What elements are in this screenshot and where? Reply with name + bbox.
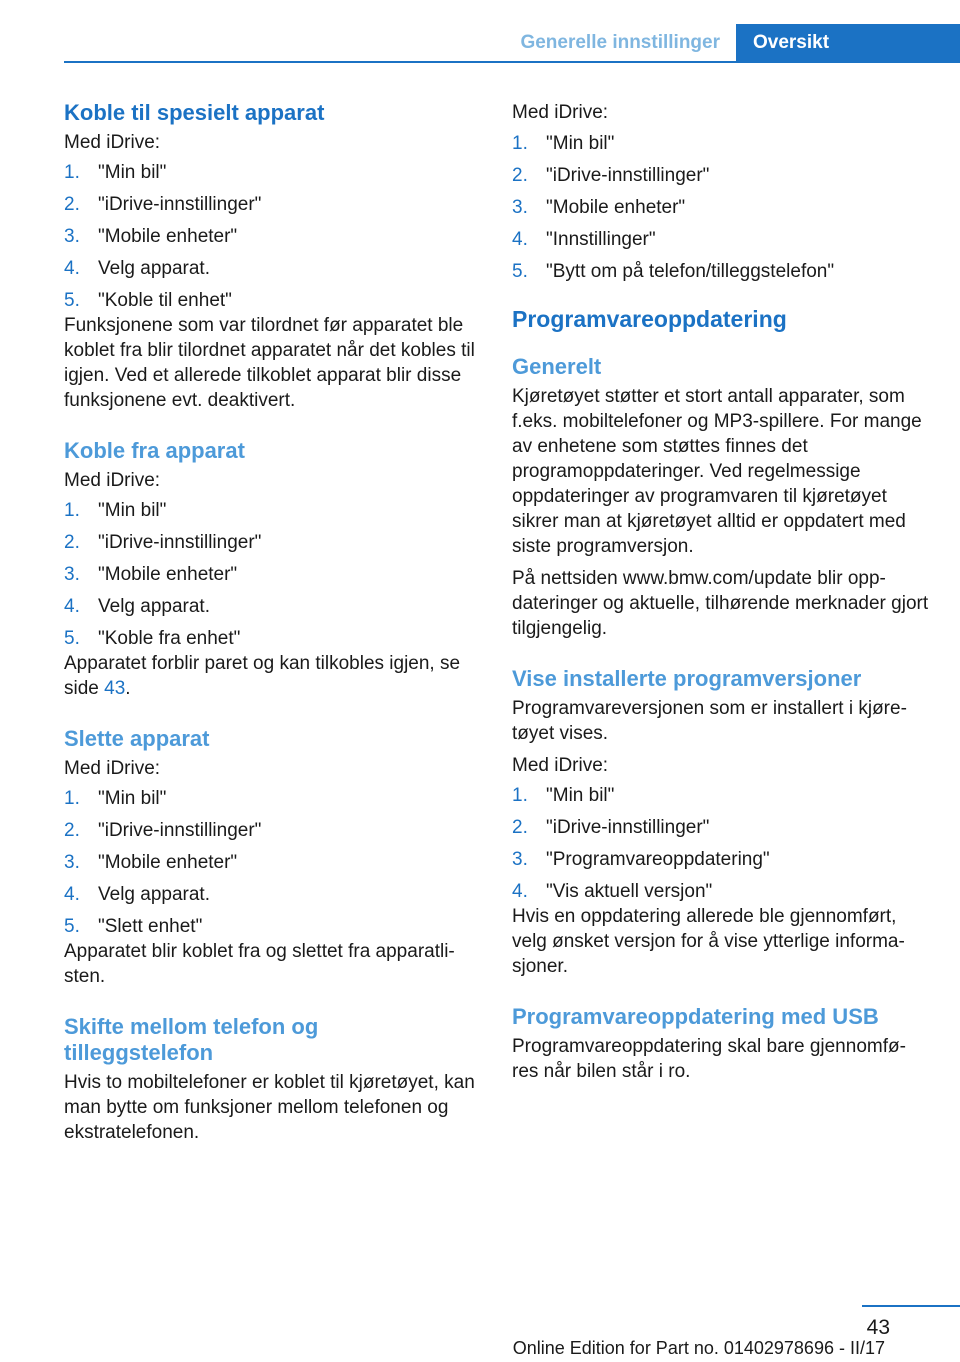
body-text: Apparatet forblir paret og kan tilkobles igjen, se side 43. (64, 653, 461, 699)
list-item: 3. "Mobile enheter" (512, 197, 686, 218)
heading-disconnect-device: Koble fra apparat (64, 438, 245, 463)
list-item: 4. "Innstillinger" (512, 229, 656, 250)
body-text: Apparatet blir koblet fra og slettet fra apparatli-sten. (64, 941, 455, 987)
header-chapter-tab: Generelle innstillinger (520, 32, 720, 53)
heading-show-versions: Vise installerte programversjoner (512, 666, 862, 691)
list-item: 3. "Programvareoppdatering" (512, 849, 770, 870)
heading-general: Generelt (512, 354, 602, 379)
list-item: 4. Velg apparat. (64, 596, 210, 617)
list-item: 2. "iDrive-innstillinger" (64, 820, 262, 841)
list-item: 2. "iDrive-innstillinger" (512, 165, 710, 186)
intro-text: Med iDrive: (512, 102, 609, 123)
heading-usb-update: Programvareoppdatering med USB (512, 1004, 879, 1029)
body-text: Programvareversjonen som er installert i kjøre-tøyet vises. (512, 698, 907, 744)
list-item: 4. Velg apparat. (64, 884, 210, 905)
steps-list (64, 787, 484, 939)
list-item: 5. "Koble fra enhet" (64, 628, 241, 649)
list-item: 3. "Mobile enheter" (64, 564, 238, 585)
list-item: 1. "Min bil" (512, 133, 615, 154)
body-text: Kjøretøyet støtter et stort antall apparater, som f.eks. mobiltelefoner og MP3-spillere. For mange av enhetene som støttes finnes det programoppdateringer. Ved regelmessige oppdateringer av programvaren til kjøretøyet sikrer man at kjøretøyet alltid er oppdatert med siste programversjon. (512, 386, 922, 557)
heading-delete-device: Slette apparat (64, 726, 210, 751)
list-item: 1. "Min bil" (64, 500, 167, 521)
list-item: 2. "iDrive-innstillinger" (64, 194, 262, 215)
body-text: Hvis en oppdatering allerede ble gjennomført, velg ønsket versjon for å vise ytterlige informa-sjoner. (512, 906, 905, 977)
intro-text: Med iDrive: (64, 132, 161, 153)
steps-list (64, 161, 484, 313)
body-text: Programvareoppdatering skal bare gjennomfø-res når bilen står i ro. (512, 1036, 906, 1082)
steps-list (64, 499, 484, 651)
header-divider (64, 61, 960, 63)
list-item: 5. "Koble til enhet" (64, 290, 232, 311)
list-item: 2. "iDrive-innstillinger" (64, 532, 262, 553)
intro-text: Med iDrive: (64, 470, 161, 491)
list-item: 5. "Slett enhet" (64, 916, 203, 937)
list-item: 1. "Min bil" (512, 785, 615, 806)
list-item: 1. "Min bil" (64, 162, 167, 183)
footer-divider (862, 1305, 960, 1307)
page-reference-link[interactable]: 43 (104, 678, 126, 699)
steps-list (512, 784, 932, 904)
intro-text: Med iDrive: (512, 755, 609, 776)
body-text: Hvis to mobiltelefoner er koblet til kjøretøyet, kan man bytte om funksjoner mellom telefonen og ekstratelefonen. (64, 1072, 475, 1143)
steps-list (512, 132, 932, 284)
body-text: På nettsiden www.bmw.com/update blir opp-dateringer og aktuelle, tilhørende merknader gjort tilgjengelig. (512, 568, 929, 639)
list-item: 3. "Mobile enheter" (64, 226, 238, 247)
list-item: 1. "Min bil" (64, 788, 167, 809)
body-text: Funksjonene som var tilordnet før apparatet ble koblet fra blir tilordnet apparatet når det kobles til igjen. Ved et allerede tilkoblet apparat blir disse funksjonene evt. deaktivert. (64, 315, 475, 411)
header-section-tab: Oversikt (736, 24, 960, 62)
list-item: 5. "Bytt om på telefon/tilleggstelefon" (512, 261, 835, 282)
list-item: 4. Velg apparat. (64, 258, 210, 279)
page-number: 43 (866, 1316, 890, 1339)
heading-software-update: Programvareoppdatering (512, 306, 787, 332)
edition-footer: Online Edition for Part no. 01402978696 - II/17 (512, 1338, 885, 1358)
intro-text: Med iDrive: (64, 758, 161, 779)
heading-switch-phone: Skifte mellom telefon og tilleggstelefon (64, 1014, 319, 1065)
heading-connect-device: Koble til spesielt apparat (64, 100, 325, 125)
list-item: 2. "iDrive-innstillinger" (512, 817, 710, 838)
right-column (512, 100, 932, 1091)
list-item: 4. "Vis aktuell versjon" (512, 881, 713, 902)
left-column (64, 100, 484, 1152)
list-item: 3. "Mobile enheter" (64, 852, 238, 873)
